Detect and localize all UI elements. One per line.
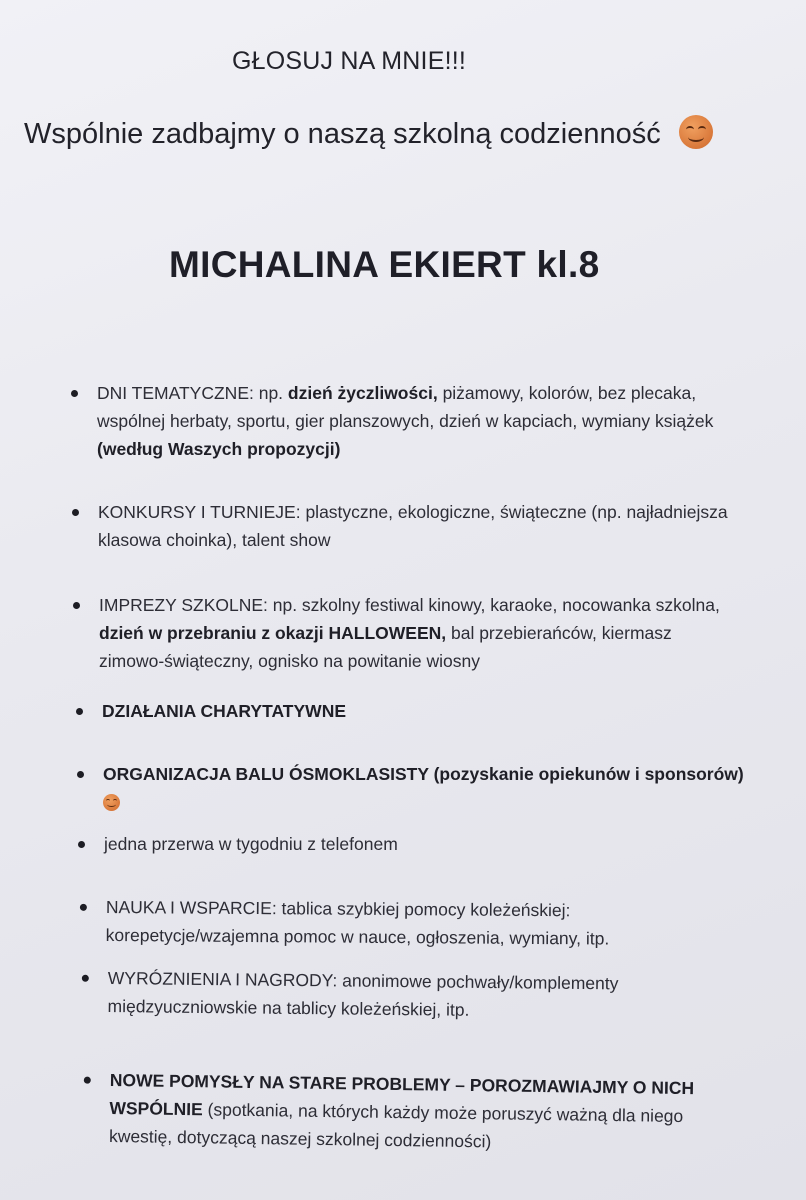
item-line: NAUKA I WSPARCIE: tablica szybkiej pomocy koleżeńskiej: (105, 896, 571, 921)
item-line: WSPÓLNIE (spotkania, na których każdy może poruszyć ważną dla niego (109, 1097, 684, 1127)
list-item-charytatywne (102, 697, 346, 725)
item-line: IMPREZY SZKOLNE: np. szkolny festiwal kinowy, karaoke, nocowanka szkolna, (99, 595, 720, 615)
list-item-dni-tematyczne (97, 379, 713, 463)
candidate-name: MICHALINA EKIERT kl.8 (169, 244, 600, 285)
tagline (24, 115, 713, 151)
item-line: (według Waszych propozycji) (97, 439, 341, 459)
list-item-imprezy (99, 591, 720, 675)
list-item-przerwa (104, 830, 398, 858)
item-line: DNI TEMATYCZNE: np. dzień życzliwości, piżamowy, kolorów, bez plecaka, (97, 383, 697, 403)
item-line: kwestię, dotyczącą naszej szkolnej codzienności) (108, 1125, 492, 1152)
item-line: NOWE POMYSŁY NA STARE PROBLEMY – POROZMAWIAJMY O NICH (109, 1069, 695, 1099)
item-line (103, 788, 744, 816)
list-item-konkursy (98, 498, 728, 554)
item-line: dzień w przebraniu z okazji HALLOWEEN, bal przebierańców, kiermasz (99, 623, 672, 643)
item-line: DZIAŁANIA CHARYTATYWNE (102, 701, 347, 721)
list-item-bal (103, 760, 744, 816)
slogan-heading: GŁOSUJ NA MNIE!!! (232, 47, 467, 75)
item-line: ORGANIZACJA BALU ÓSMOKLASISTY (pozyskanie opiekunów i sponsorów) (103, 764, 744, 784)
item-line: KONKURSY I TURNIEJE: plastyczne, ekologiczne, świąteczne (np. najładniejsza (98, 502, 728, 522)
item-line: zimowo-świąteczny, ognisko na powitanie wiosny (99, 651, 480, 671)
item-line: jedna przerwa w tygodniu z telefonem (104, 834, 398, 854)
item-line: korepetycje/wzajemna pomoc w nauce, ogłoszenia, wymiany, itp. (105, 924, 610, 949)
smiling-face-icon (679, 115, 713, 149)
list-item-wyroznienia (107, 964, 618, 1025)
smiling-face-icon (103, 794, 120, 811)
item-line: wspólnej herbaty, sportu, gier planszowych, dzień w kapciach, wymiany książek (97, 411, 714, 431)
tagline-text: Wspólnie zadbajmy o naszą szkolną codzienność (24, 118, 661, 150)
list-item-nowe-pomysly (109, 1066, 694, 1158)
item-line: WYRÓZNIENIA I NAGRODY: anonimowe pochwały/komplementy (107, 967, 619, 994)
item-line: klasowa choinka), talent show (98, 530, 331, 550)
item-line: międzyuczniowskie na tablicy koleżeńskiej, itp. (107, 995, 470, 1020)
list-item-nauka (106, 893, 610, 953)
